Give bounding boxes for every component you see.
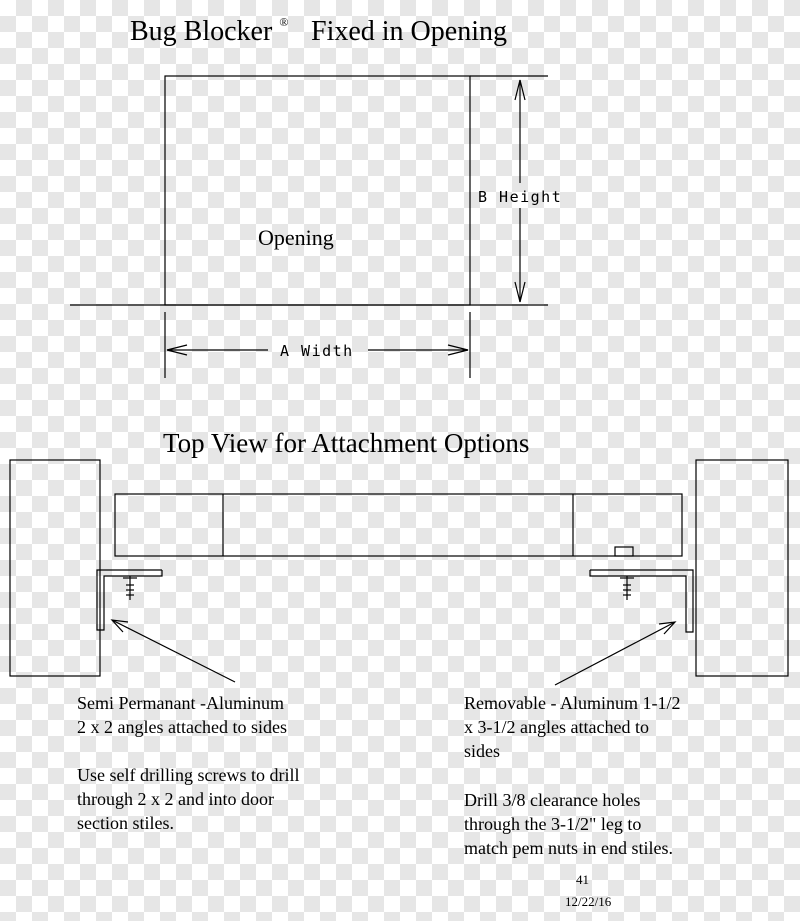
pem-nut (615, 547, 633, 556)
left-leader-line (112, 620, 235, 682)
revision-date: 12/22/16 (565, 894, 612, 909)
left-note (77, 693, 304, 833)
right-note-line: Removable - Aluminum 1-1/2 (464, 693, 681, 713)
right-note-line: x 3-1/2 angles attached to (464, 717, 649, 737)
right-leader-arrowhead (659, 622, 675, 634)
main-title (130, 2, 507, 47)
right-note (464, 693, 685, 858)
page-number: 41 (576, 872, 589, 887)
right-angle (590, 570, 693, 632)
right-note-line: Drill 3/8 clearance holes (464, 790, 641, 810)
right-note-line: through the 3-1/2" leg to (464, 814, 642, 834)
registered-mark: ® (279, 15, 289, 29)
main-title-text: Bug Blocker (130, 16, 273, 47)
left-leader-arrowhead (112, 620, 128, 632)
height-label: B Height (478, 188, 563, 206)
left-jamb (10, 460, 100, 676)
right-leader-line (555, 622, 675, 685)
main-title-suffix: Fixed in Opening (311, 16, 507, 47)
left-note-line: 2 x 2 angles attached to sides (77, 717, 287, 737)
left-note-line: Semi Permanant -Aluminum (77, 693, 284, 713)
left-note-line: through 2 x 2 and into door (77, 789, 274, 809)
top-view-drawing (10, 460, 788, 685)
width-label: A Width (280, 342, 354, 360)
opening-label: Opening (258, 225, 334, 250)
right-note-line: sides (464, 741, 500, 761)
top-view-title: Top View for Attachment Options (163, 428, 530, 458)
opening-rectangle (165, 76, 470, 305)
right-jamb (696, 460, 788, 676)
right-note-line: match pem nuts in end stiles. (464, 838, 673, 858)
bug-blocker-section (115, 494, 682, 556)
left-note-line: Use self drilling screws to drill (77, 765, 300, 785)
left-note-line: section stiles. (77, 813, 174, 833)
